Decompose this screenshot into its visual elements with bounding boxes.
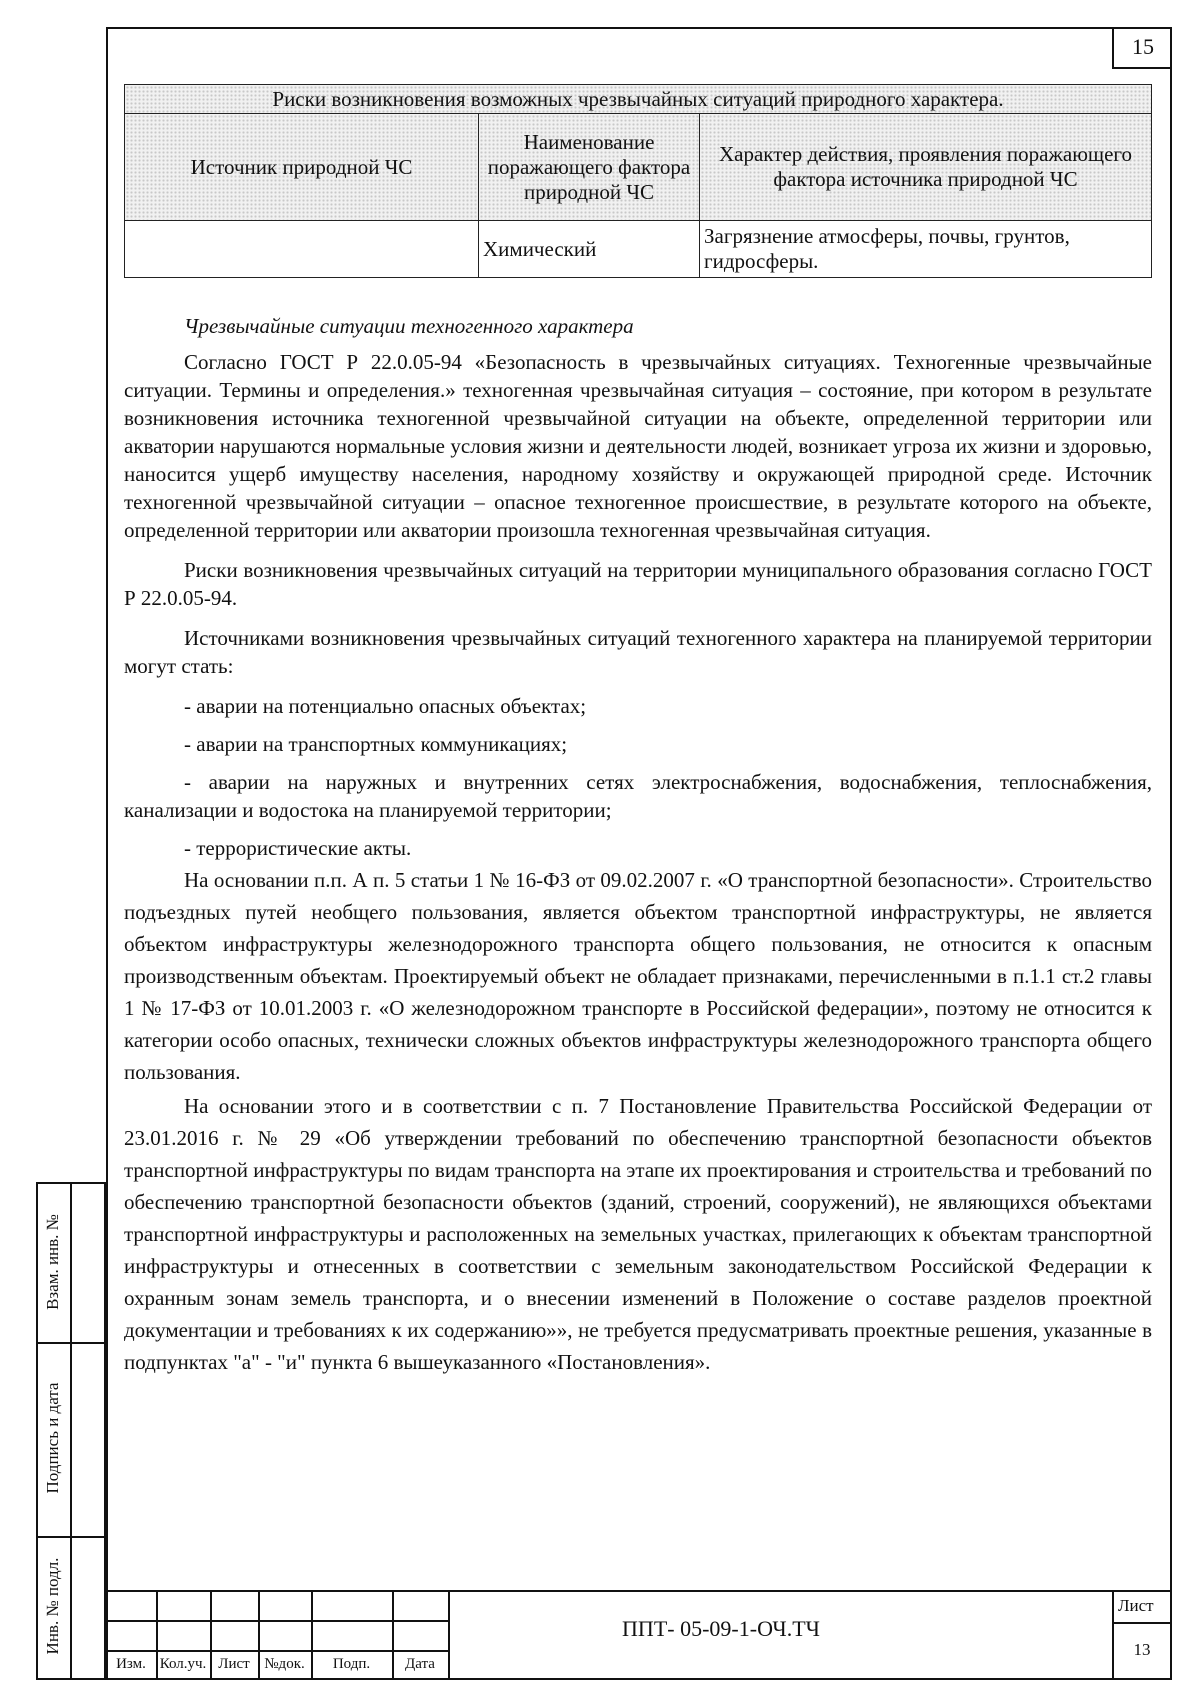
stamp-column-label: Кол.уч. [159,1656,207,1672]
risk-table-header-source: Источник природной ЧС [125,114,479,221]
paragraph-transport-security: На основании п.п. А п. 5 статьи 1 № 16-ФЗ от 09.02.2007 г. «О транспортной безопасности». Строительство подъездных путей необщего пользования, является объектом транспортной инфраструктуры, не является объектом инфраструктуры железнодорожного транспорта общего пользования, не относится к опасным производственным объектам. Проектируемый объект не обладает признаками, перечисленными в п.1.1 ст.2 главы 1 № 17-ФЗ от 10.01.2003 г. «О железнодорожном транспорте в Российской федерации», поэтому не относится к категории особо опасных, технически сложных объектов инфраструктуры железнодорожного транспорта общего пользования. [124,868,1152,1084]
risk-table-header-factor: Наименование поражающего фактора природной ЧС [479,114,700,221]
document-code: ППТ- 05-09-1-ОЧ.ТЧ [622,1616,820,1641]
risk-table-cell-factor: Химический [479,221,700,278]
list-item: - террористические акты. [184,836,412,860]
stamp-column-label: Подп. [332,1656,371,1672]
paragraph-definition: Согласно ГОСТ Р 22.0.05-94 «Безопасность в чрезвычайных ситуациях. Техногенные чрезвычайные ситуации. Термины и определения.» техногенная чрезвычайная ситуация – состояние, при котором в результате возникновения источника техногенной чрезвычайной ситуации на объекте, определенной территории или акватории нарушаются нормальные условия жизни и деятельности людей, возникает угроза их жизни и здоровью, наносится ущерб имуществу населения, народному хозяйству и окружающей природной среде. Источник техногенной чрезвычайной ситуации – опасное техногенное происшествие, в результате которого на объекте, определенной территории или акватории произошла техногенная чрезвычайная ситуация. [124,350,1152,542]
list-item: - аварии на транспортных коммуникациях; [184,732,568,756]
list-item: - аварии на потенциально опасных объектах; [184,694,587,718]
paragraph-government-decree: На основании этого и в соответствии с п. 7 Постановление Правительства Российской Федерации от 23.01.2016 г. № 29 «Об утверждении требований по обеспечению транспортной безопасности объектов транспортной инфраструктуры по видам транспорта на этапе их проектирования и строительства и требований по обеспечению транспортной безопасности объектов (зданий, строений, сооружений), не являющихся объектами транспортной инфраструктуры и расположенных на земельных участках, прилегающих к объектам транспортной инфраструктуры и отнесенных в соответствии с земельным законодательством Российской Федерации к охранным зонам земель транспорта, и о внесении изменений в Положение о составе разделов проектной документации и требованиях к их содержанию»», не требуется предусматривать проектные решения, указанные в подпунктах "а" - "и" пункта 6 вышеуказанного «Постановления». [124,1094,1152,1374]
stamp-column-label: Лист [218,1656,250,1672]
sheet-number: 13 [1133,1640,1151,1659]
title-block [106,1590,1172,1680]
paragraph-risks: Риски возникновения чрезвычайных ситуаций на территории муниципального образования согласно ГОСТ Р 22.0.05-94. [124,558,1152,610]
paragraph-sources: Источниками возникновения чрезвычайных ситуаций техногенного характера на планируемой территории могут стать: [124,626,1152,678]
side-approval-strip [36,1182,106,1680]
risk-table-caption: Риски возникновения возможных чрезвычайных ситуаций природного характера. [125,85,1152,114]
risk-table [124,84,1152,278]
stamp-column-label: Изм. [116,1656,146,1672]
section-heading: Чрезвычайные ситуации техногенного характера [184,314,634,338]
document-body [124,84,1152,1390]
page-number: 15 [1112,27,1172,69]
side-label-replacement: Взам. инв. № [43,1214,62,1310]
stamp-column-label: №док. [264,1656,305,1672]
risk-table-cell-source [125,221,479,278]
stamp-column-label: Дата [405,1656,435,1672]
side-label-signature-date: Подпись и дата [43,1382,62,1494]
side-label-inventory: Инв. № подл. [43,1557,62,1655]
list-item: - аварии на наружных и внутренних сетях электроснабжения, водоснабжения, теплоснабжения, канализации и водостока на планируемой территории; [124,770,1152,822]
risk-table-cell-character: Загрязнение атмосферы, почвы, грунтов, гидросферы. [700,221,1152,278]
risk-table-header-character: Характер действия, проявления поражающего фактора источника природной ЧС [700,114,1152,221]
sheet-label: Лист [1118,1596,1154,1615]
